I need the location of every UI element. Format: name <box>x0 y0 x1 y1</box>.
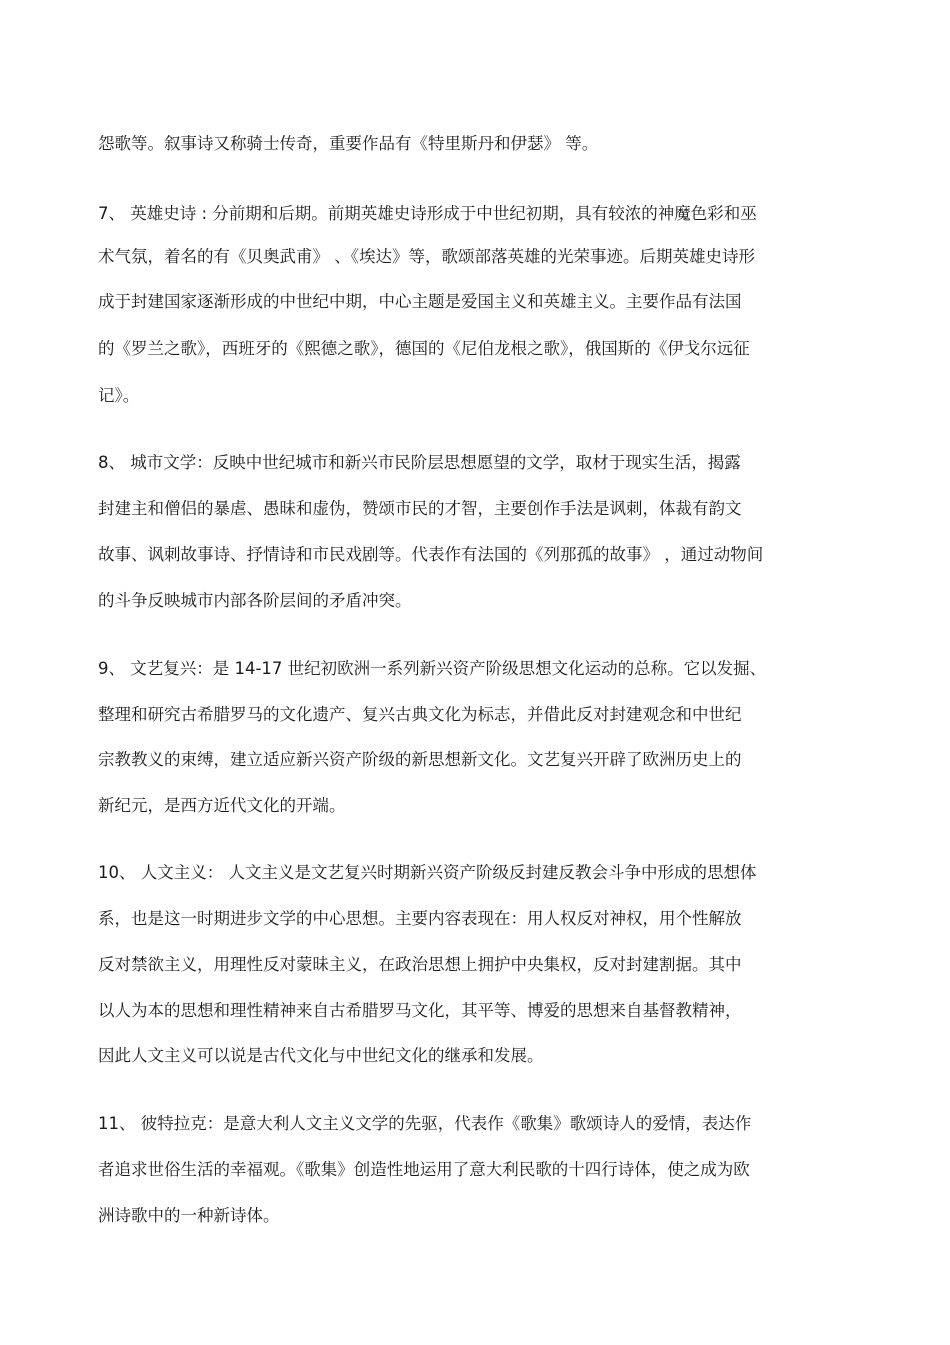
text-line: 怨歌等。叙事诗又称骑士传奇，重要作品有《特里斯丹和伊瑟》 等。 <box>98 134 599 153</box>
text-line: 因此人文主义可以说是古代文化与中世纪文化的继承和发展。 <box>98 1046 544 1065</box>
text-line: 11、 彼特拉克：是意大利人文主义文学的先驱，代表作《歌集》歌颂诗人的爱情，表达作 <box>98 1114 752 1133</box>
text-line: 新纪元，是西方近代文化的开端。 <box>98 796 346 815</box>
text-line: 术气氛，着名的有《贝奥武甫》 、《埃达》等，歌颂部落英雄的光荣事迹。后期英雄史诗形 <box>98 247 755 266</box>
text-line: 整理和研究古希腊罗马的文化遗产、复兴古典文化为标志，并借此反对封建观念和中世纪 <box>98 705 742 724</box>
text-line: 反对禁欲主义，用理性反对蒙昧主义，在政治思想上拥护中央集权，反对封建割据。其中 <box>98 955 742 974</box>
text-line: 宗教教义的束缚，建立适应新兴资产阶级的新思想新文化。文艺复兴开辟了欧洲历史上的 <box>98 750 742 769</box>
text-line: 的斗争反映城市内部各阶层间的矛盾冲突。 <box>98 591 412 610</box>
text-line: 洲诗歌中的一种新诗体。 <box>98 1206 280 1225</box>
text-line: 7、 英雄史诗 : 分前期和后期。前期英雄史诗形成于中世纪初期，具有较浓的神魔色彩和巫 <box>98 204 757 223</box>
text-line: 故事、讽刺故事诗、抒情诗和市民戏剧等。代表作有法国的《列那孤的故事》 ，通过动物间 <box>98 545 764 564</box>
text-line: 8、 城市文学：反映中世纪城市和新兴市民阶层思想愿望的文学，取材于现实生活，揭露 <box>98 453 741 472</box>
text-line: 10、 人文主义： 人文主义是文艺复兴时期新兴资产阶级反封建反教会斗争中形成的思想体 <box>98 863 757 882</box>
text-line: 9、 文艺复兴：是 14-17 世纪初欧洲一系列新兴资产阶级思想文化运动的总称。它以发掘、 <box>98 659 767 678</box>
text-line: 封建主和僧侣的暴虐、愚昧和虚伪，赞颂市民的才智，主要创作手法是讽刺，体裁有韵文 <box>98 499 742 518</box>
text-line: 者追求世俗生活的幸福观。《歌集》创造性地运用了意大利民歌的十四行诗体，使之成为欧 <box>98 1160 750 1179</box>
text-line: 系，也是这一时期进步文学的中心思想。主要内容表现在：用人权反对神权，用个性解放 <box>98 909 742 928</box>
text-line: 以人为本的思想和理性精神来自古希腊罗马文化，其平等、博爱的思想来自基督教精神， <box>98 1001 742 1020</box>
text-line: 成于封建国家逐渐形成的中世纪中期，中心主题是爱国主义和英雄主义。主要作品有法国 <box>98 292 742 311</box>
text-line: 记》。 <box>98 386 140 405</box>
text-line: 的《罗兰之歌》，西班牙的《熙德之歌》，德国的《尼伯龙根之歌》，俄国斯的《伊戈尔远征 <box>98 339 750 358</box>
